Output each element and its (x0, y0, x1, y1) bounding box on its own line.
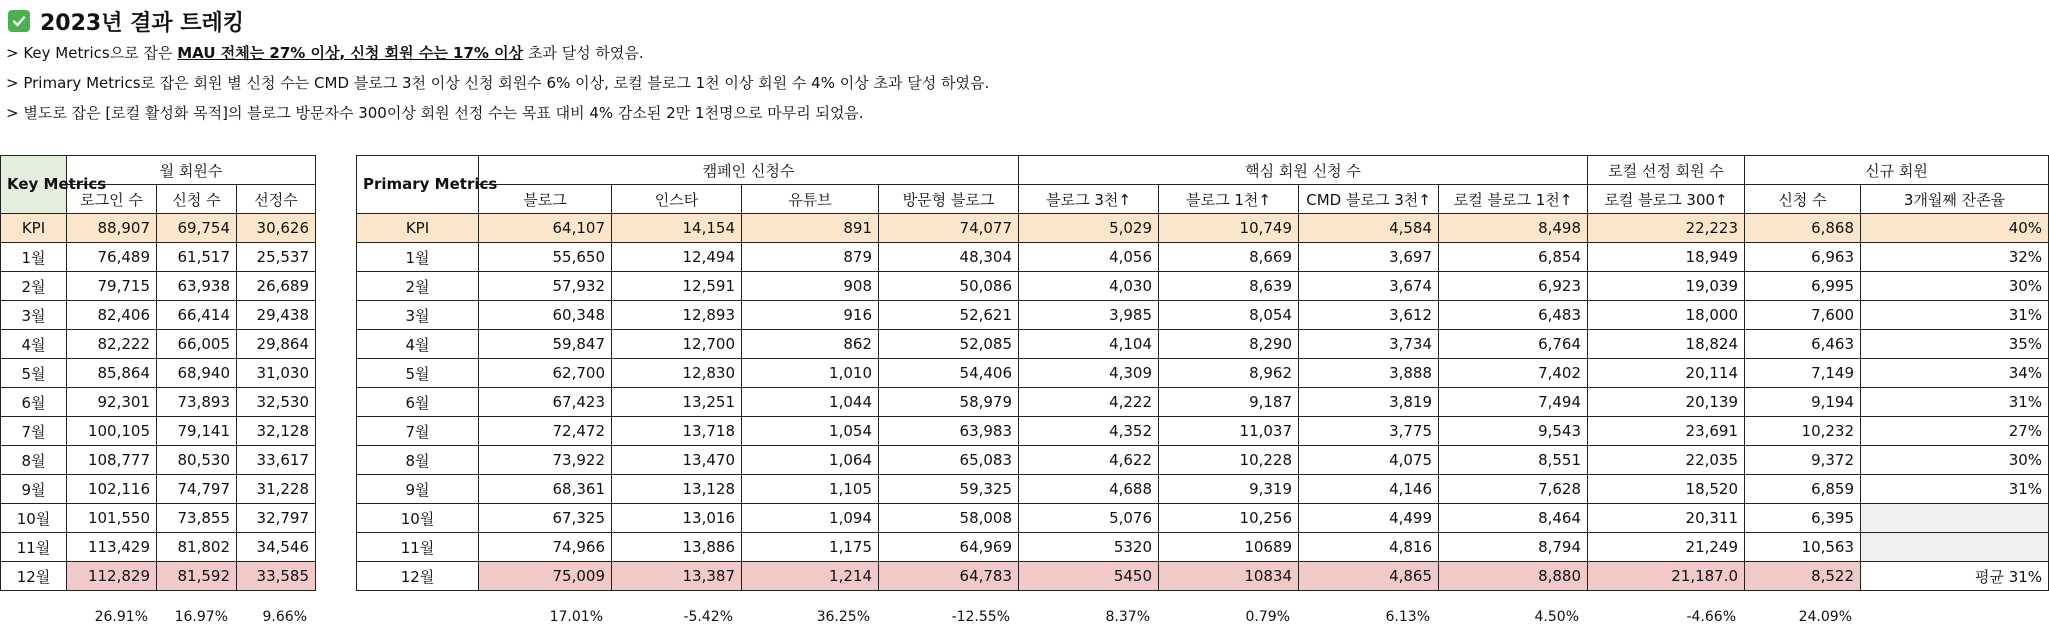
table-cell: 3,674 (1299, 272, 1439, 301)
row-label: 5월 (1, 359, 67, 388)
table-cell: 10,232 (1745, 417, 1861, 446)
table-cell: 5,029 (1019, 214, 1159, 243)
column-header: 3개월째 잔존율 (1861, 185, 2049, 214)
table-row (1, 272, 316, 301)
table-cell: 4,309 (1019, 359, 1159, 388)
table-cell: 6,764 (1439, 330, 1588, 359)
table-cell: 108,777 (67, 446, 157, 475)
table-cell: 80,530 (157, 446, 237, 475)
table-cell: 64,969 (879, 533, 1019, 562)
table-cell: 1,054 (742, 417, 879, 446)
table-cell: 20,114 (1588, 359, 1745, 388)
summary-notes (6, 38, 989, 128)
table-cell: 8,639 (1159, 272, 1299, 301)
table-cell: 8,880 (1439, 562, 1588, 591)
table-cell: 59,847 (479, 330, 612, 359)
table-row (357, 243, 2049, 272)
growth-value: 26.91% (94, 609, 148, 625)
table-cell: 61,517 (157, 243, 237, 272)
table-cell: 26,689 (237, 272, 316, 301)
key-metrics-table (0, 155, 316, 591)
table-cell: 79,715 (67, 272, 157, 301)
group-header: 월 회원수 (67, 156, 316, 185)
table-cell: 102,116 (67, 475, 157, 504)
growth-value: 8.37% (1105, 609, 1150, 625)
growth-value: 17.01% (549, 609, 603, 625)
table-cell: 66,005 (157, 330, 237, 359)
table-cell: 112,829 (67, 562, 157, 591)
table-cell: 1,094 (742, 504, 879, 533)
row-label: 12월 (1, 562, 67, 591)
table-cell: 908 (742, 272, 879, 301)
table-cell: 60,348 (479, 301, 612, 330)
table-cell: 30% (1861, 446, 2049, 475)
key-metrics-corner: Key Metrics (1, 156, 67, 214)
table-cell: 8,464 (1439, 504, 1588, 533)
row-label: 7월 (1, 417, 67, 446)
table-cell: 4,146 (1299, 475, 1439, 504)
table-cell: 58,008 (879, 504, 1019, 533)
table-cell: 8,290 (1159, 330, 1299, 359)
row-label: 6월 (1, 388, 67, 417)
column-header: 로그인 수 (67, 185, 157, 214)
group-header: 캠페인 신청수 (479, 156, 1019, 185)
column-header: 로컬 블로그 1천↑ (1439, 185, 1588, 214)
table-cell: 18,520 (1588, 475, 1745, 504)
column-header: 로컬 블로그 300↑ (1588, 185, 1745, 214)
table-cell: 8,669 (1159, 243, 1299, 272)
table-cell: 1,010 (742, 359, 879, 388)
table-cell: 862 (742, 330, 879, 359)
table-row (1, 330, 316, 359)
table-cell: 76,489 (67, 243, 157, 272)
table-row (1, 243, 316, 272)
group-header: 핵심 회원 신청 수 (1019, 156, 1588, 185)
table-cell: 59,325 (879, 475, 1019, 504)
table-row (357, 475, 2049, 504)
note-line (6, 38, 989, 68)
table-cell: 35% (1861, 330, 2049, 359)
table-cell: 6,395 (1745, 504, 1861, 533)
table-cell: 79,141 (157, 417, 237, 446)
row-label: 10월 (1, 504, 67, 533)
table-cell: 4,030 (1019, 272, 1159, 301)
table-cell: 30% (1861, 272, 2049, 301)
table-row (357, 301, 2049, 330)
row-label: 4월 (1, 330, 67, 359)
table-cell: 8,794 (1439, 533, 1588, 562)
growth-value: -12.55% (951, 609, 1010, 625)
table-row (357, 533, 2049, 562)
table-cell: 21,249 (1588, 533, 1745, 562)
primary-metrics-table (356, 155, 2049, 591)
table-cell: 113,429 (67, 533, 157, 562)
table-cell: 29,438 (237, 301, 316, 330)
note-emphasis: MAU 전체는 27% 이상, 신청 회원 수는 17% 이상 (177, 44, 524, 62)
primary-metrics-corner: Primary Metrics (357, 156, 479, 214)
growth-value: 16.97% (174, 609, 228, 625)
note-text: > 별도로 잡은 [로컬 활성화 목적]의 블로그 방문자수 300이상 회원 선정 수는 목표 대비 4% 감소된 2만 1천명으로 마무리 되었음. (6, 104, 864, 122)
table-cell: 63,983 (879, 417, 1019, 446)
row-label: 3월 (357, 301, 479, 330)
table-cell: 3,819 (1299, 388, 1439, 417)
table-cell: 67,423 (479, 388, 612, 417)
table-cell: 1,064 (742, 446, 879, 475)
table-cell: 12,893 (612, 301, 742, 330)
table-cell: 7,402 (1439, 359, 1588, 388)
table-cell: 21,187.0 (1588, 562, 1745, 591)
table-row (357, 446, 2049, 475)
table-row (1, 475, 316, 504)
row-label: 9월 (357, 475, 479, 504)
table-cell: 10,228 (1159, 446, 1299, 475)
table-cell: 13,387 (612, 562, 742, 591)
table-cell: 4,056 (1019, 243, 1159, 272)
table-cell: 4,222 (1019, 388, 1159, 417)
table-cell: 9,194 (1745, 388, 1861, 417)
table-cell: 3,697 (1299, 243, 1439, 272)
column-header: 신청 수 (1745, 185, 1861, 214)
table-cell: 64,107 (479, 214, 612, 243)
table-cell: 7,628 (1439, 475, 1588, 504)
growth-value: 24.09% (1798, 609, 1852, 625)
table-row (1, 504, 316, 533)
column-header: 인스타 (612, 185, 742, 214)
table-cell: 4,865 (1299, 562, 1439, 591)
table-cell: 32,128 (237, 417, 316, 446)
row-label: 1월 (357, 243, 479, 272)
table-cell: 6,463 (1745, 330, 1861, 359)
table-cell: 54,406 (879, 359, 1019, 388)
table-cell: 82,222 (67, 330, 157, 359)
table-row (1, 562, 316, 591)
row-label: KPI (357, 214, 479, 243)
table-cell: 13,128 (612, 475, 742, 504)
table-cell: 3,985 (1019, 301, 1159, 330)
note-line (6, 98, 989, 128)
row-label: 3월 (1, 301, 67, 330)
table-cell: 13,886 (612, 533, 742, 562)
table-cell: 13,718 (612, 417, 742, 446)
table-cell: 33,585 (237, 562, 316, 591)
table-cell: 9,319 (1159, 475, 1299, 504)
table-cell: 4,584 (1299, 214, 1439, 243)
table-cell: 4,816 (1299, 533, 1439, 562)
table-cell: 32% (1861, 243, 2049, 272)
column-header: 방문형 블로그 (879, 185, 1019, 214)
title-text: 2023년 결과 트레킹 (40, 10, 245, 36)
table-row (357, 388, 2049, 417)
table-cell: 27% (1861, 417, 2049, 446)
table-cell: 12,830 (612, 359, 742, 388)
growth-value: 9.66% (262, 609, 307, 625)
table-cell: 57,932 (479, 272, 612, 301)
table-cell: 66,414 (157, 301, 237, 330)
table-cell: 63,938 (157, 272, 237, 301)
table-cell: 4,688 (1019, 475, 1159, 504)
table-cell: 58,979 (879, 388, 1019, 417)
table-cell: 7,600 (1745, 301, 1861, 330)
table-cell: 31,030 (237, 359, 316, 388)
table-cell: 65,083 (879, 446, 1019, 475)
table-row (357, 562, 2049, 591)
table-cell: 6,483 (1439, 301, 1588, 330)
table-cell: 29,864 (237, 330, 316, 359)
table-cell: 25,537 (237, 243, 316, 272)
growth-value: -4.66% (1686, 609, 1736, 625)
row-label: 2월 (1, 272, 67, 301)
table-cell: 879 (742, 243, 879, 272)
growth-value: 6.13% (1385, 609, 1430, 625)
table-cell: 4,104 (1019, 330, 1159, 359)
table-cell: 5320 (1019, 533, 1159, 562)
table-cell: 6,963 (1745, 243, 1861, 272)
table-cell: 14,154 (612, 214, 742, 243)
table-cell: 34% (1861, 359, 2049, 388)
growth-value: -5.42% (683, 609, 733, 625)
table-cell: 31,228 (237, 475, 316, 504)
table-row (1, 359, 316, 388)
table-cell: 3,775 (1299, 417, 1439, 446)
table-cell: 48,304 (879, 243, 1019, 272)
table-cell: 12,591 (612, 272, 742, 301)
table-cell: 20,311 (1588, 504, 1745, 533)
table-cell: 101,550 (67, 504, 157, 533)
table-cell: 74,797 (157, 475, 237, 504)
table-row (1, 417, 316, 446)
column-header: 블로그 3천↑ (1019, 185, 1159, 214)
table-cell: 23,691 (1588, 417, 1745, 446)
row-label: 4월 (357, 330, 479, 359)
table-cell: 67,325 (479, 504, 612, 533)
row-label: KPI (1, 214, 67, 243)
column-header: 선정수 (237, 185, 316, 214)
table-cell: 88,907 (67, 214, 157, 243)
table-row (1, 446, 316, 475)
table-cell: 1,044 (742, 388, 879, 417)
row-label: 6월 (357, 388, 479, 417)
table-cell: 55,650 (479, 243, 612, 272)
table-cell (1861, 533, 2049, 562)
row-label: 12월 (357, 562, 479, 591)
table-cell: 8,054 (1159, 301, 1299, 330)
table-row (357, 504, 2049, 533)
column-header: 신청 수 (157, 185, 237, 214)
table-cell: 31% (1861, 475, 2049, 504)
table-cell: 9,372 (1745, 446, 1861, 475)
table-cell: 52,621 (879, 301, 1019, 330)
row-label: 11월 (357, 533, 479, 562)
table-cell: 평균 31% (1861, 562, 2049, 591)
table-cell: 3,612 (1299, 301, 1439, 330)
table-cell: 8,551 (1439, 446, 1588, 475)
table-cell: 12,494 (612, 243, 742, 272)
row-label: 10월 (357, 504, 479, 533)
table-cell: 12,700 (612, 330, 742, 359)
table-cell: 40% (1861, 214, 2049, 243)
table-cell: 5,076 (1019, 504, 1159, 533)
table-cell: 34,546 (237, 533, 316, 562)
table-cell: 4,075 (1299, 446, 1439, 475)
note-text: > Primary Metrics로 잡은 회원 별 신청 수는 CMD 블로그 3천 이상 신청 회원수 6% 이상, 로컬 블로그 1천 이상 회원 수 4% 이상 초과 달성 하였음. (6, 74, 990, 92)
table-cell: 22,035 (1588, 446, 1745, 475)
row-label: 8월 (357, 446, 479, 475)
table-cell: 4,499 (1299, 504, 1439, 533)
table-cell: 9,543 (1439, 417, 1588, 446)
table-cell: 1,105 (742, 475, 879, 504)
table-cell: 13,470 (612, 446, 742, 475)
table-cell: 5450 (1019, 562, 1159, 591)
table-cell: 62,700 (479, 359, 612, 388)
table-cell: 891 (742, 214, 879, 243)
table-cell: 68,940 (157, 359, 237, 388)
table-cell: 8,498 (1439, 214, 1588, 243)
table-cell: 81,802 (157, 533, 237, 562)
table-cell (1861, 504, 2049, 533)
table-cell: 18,824 (1588, 330, 1745, 359)
table-cell: 73,855 (157, 504, 237, 533)
table-cell: 75,009 (479, 562, 612, 591)
table-row (1, 533, 316, 562)
table-cell: 52,085 (879, 330, 1019, 359)
table-row (357, 417, 2049, 446)
check-icon (8, 10, 30, 32)
table-cell: 19,039 (1588, 272, 1745, 301)
table-row (357, 214, 2049, 243)
row-label: 5월 (357, 359, 479, 388)
row-label: 8월 (1, 446, 67, 475)
table-cell: 10,749 (1159, 214, 1299, 243)
table-cell: 73,893 (157, 388, 237, 417)
table-row (357, 272, 2049, 301)
table-cell: 6,854 (1439, 243, 1588, 272)
table-cell: 916 (742, 301, 879, 330)
table-cell: 3,888 (1299, 359, 1439, 388)
table-cell: 100,105 (67, 417, 157, 446)
row-label: 9월 (1, 475, 67, 504)
table-cell: 73,922 (479, 446, 612, 475)
table-cell: 22,223 (1588, 214, 1745, 243)
table-cell: 30,626 (237, 214, 316, 243)
table-cell: 10689 (1159, 533, 1299, 562)
group-header: 신규 회원 (1745, 156, 2049, 185)
table-cell: 18,949 (1588, 243, 1745, 272)
column-header: 블로그 (479, 185, 612, 214)
table-cell: 18,000 (1588, 301, 1745, 330)
table-cell: 85,864 (67, 359, 157, 388)
table-cell: 32,797 (237, 504, 316, 533)
table-cell: 1,175 (742, 533, 879, 562)
note-line (6, 68, 989, 98)
table-cell: 31% (1861, 388, 2049, 417)
note-text: > Key Metrics으로 잡은 (6, 44, 178, 62)
table-cell: 10,563 (1745, 533, 1861, 562)
row-label: 7월 (357, 417, 479, 446)
growth-value: 0.79% (1245, 609, 1290, 625)
table-cell: 13,016 (612, 504, 742, 533)
table-cell: 8,962 (1159, 359, 1299, 388)
column-header: CMD 블로그 3천↑ (1299, 185, 1439, 214)
table-cell: 20,139 (1588, 388, 1745, 417)
page-title (8, 4, 244, 38)
table-cell: 4,622 (1019, 446, 1159, 475)
table-cell: 6,868 (1745, 214, 1861, 243)
growth-value: 36.25% (816, 609, 870, 625)
table-cell: 4,352 (1019, 417, 1159, 446)
table-cell: 3,734 (1299, 330, 1439, 359)
table-cell: 8,522 (1745, 562, 1861, 591)
column-header: 유튜브 (742, 185, 879, 214)
table-cell: 64,783 (879, 562, 1019, 591)
group-header: 로컬 선정 회원 수 (1588, 156, 1745, 185)
note-text: 초과 달성 하였음. (523, 44, 644, 62)
table-cell: 32,530 (237, 388, 316, 417)
table-cell: 81,592 (157, 562, 237, 591)
table-cell: 68,361 (479, 475, 612, 504)
table-cell: 1,214 (742, 562, 879, 591)
table-cell: 6,995 (1745, 272, 1861, 301)
table-row (357, 359, 2049, 388)
growth-value: 4.50% (1534, 609, 1579, 625)
table-cell: 7,494 (1439, 388, 1588, 417)
row-label: 11월 (1, 533, 67, 562)
table-cell: 74,966 (479, 533, 612, 562)
table-cell: 9,187 (1159, 388, 1299, 417)
table-cell: 69,754 (157, 214, 237, 243)
table-cell: 10,256 (1159, 504, 1299, 533)
table-cell: 92,301 (67, 388, 157, 417)
row-label: 2월 (357, 272, 479, 301)
table-cell: 33,617 (237, 446, 316, 475)
table-cell: 6,923 (1439, 272, 1588, 301)
table-row (1, 388, 316, 417)
column-header: 블로그 1천↑ (1159, 185, 1299, 214)
table-cell: 6,859 (1745, 475, 1861, 504)
table-cell: 72,472 (479, 417, 612, 446)
table-cell: 10834 (1159, 562, 1299, 591)
table-cell: 74,077 (879, 214, 1019, 243)
table-cell: 31% (1861, 301, 2049, 330)
table-row (357, 330, 2049, 359)
row-label: 1월 (1, 243, 67, 272)
table-row (1, 214, 316, 243)
table-cell: 13,251 (612, 388, 742, 417)
table-row (1, 301, 316, 330)
table-cell: 11,037 (1159, 417, 1299, 446)
table-cell: 50,086 (879, 272, 1019, 301)
table-cell: 7,149 (1745, 359, 1861, 388)
table-cell: 82,406 (67, 301, 157, 330)
